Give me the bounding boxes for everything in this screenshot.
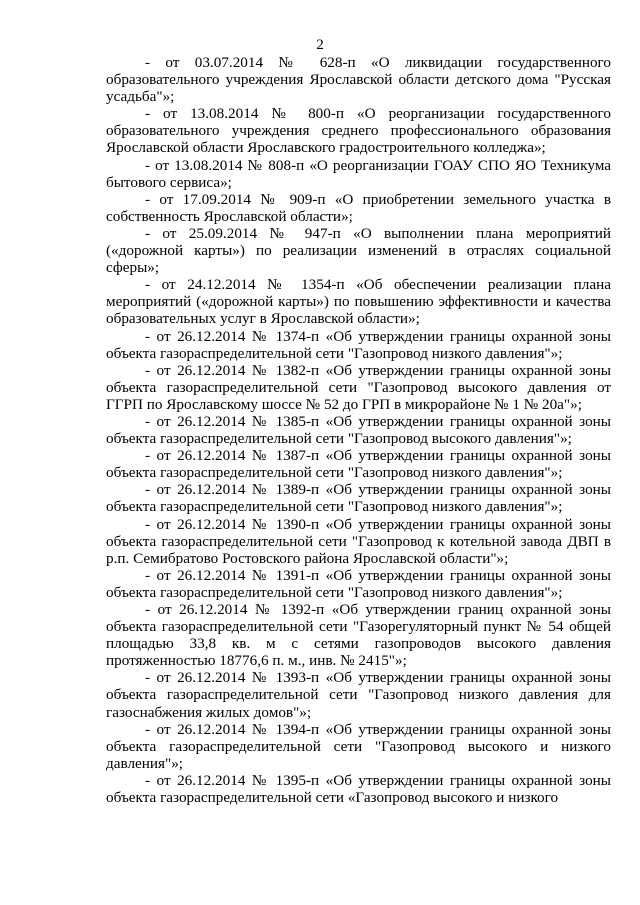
list-item-800: - от 13.08.2014 № 800-п «О реорганизации государственного образовательного учреждения среднего профессионального образования Ярославской области Ярославского градостроительного колледжа»; [106,105,611,157]
list-item-947: - от 25.09.2014 № 947-п «О выполнении плана мероприятий («дорожной карты») по реализации изменений в отраслях социальной сферы»; [106,224,611,277]
list-item-909: - от 17.09.2014 № 909-п «О приобретении земельного участка в собственность Ярославской области»; [106,190,611,225]
list-item-808: - от 13.08.2014 № 808-п «О реорганизации ГОАУ СПО ЯО Техникума бытового сервиса»; [106,156,611,191]
resolution-list [106,54,611,806]
list-item-1387: - от 26.12.2014 № 1387-п «Об утверждении границы охранной зоны объекта газораспределительной сети "Газопровод низкого давления"»; [106,447,611,482]
list-item-1385: - от 26.12.2014 № 1385-п «Об утверждении границы охранной зоны объекта газораспределительной сети "Газопровод высокого давления"»; [106,412,611,448]
page-number: 2 [316,36,324,53]
list-item-1389: - от 26.12.2014 № 1389-п «Об утверждении границы охранной зоны объекта газораспределительной сети "Газопровод низкого давления"»; [106,481,611,516]
list-item-1395: - от 26.12.2014 № 1395-п «Об утверждении границы охранной зоны объекта газораспределительной сети «Газопровод высокого и низкого [106,771,611,807]
list-item-1354: - от 24.12.2014 № 1354-п «Об обеспечении реализации плана мероприятий («дорожной карты») по повышению эффективности и качества образовательных услуг в Ярославской области»; [106,276,611,328]
list-item-1374: - от 26.12.2014 № 1374-п «Об утверждении границы охранной зоны объекта газораспределительной сети "Газопровод низкого давления"»; [106,327,611,362]
list-item-1393: - от 26.12.2014 № 1393-п «Об утверждении границы охранной зоны объекта газораспределительной сети "Газопровод низкого давления для газоснабжения жилых домов"»; [106,669,611,721]
list-item-1390: - от 26.12.2014 № 1390-п «Об утверждении границы охранной зоны объекта газораспределительной сети "Газопровод к котельной завода ДВП в р.п. Семибратово Ростовского района Ярославской области"»; [106,515,611,567]
list-item-628: - от 03.07.2014 № 628-п «О ликвидации государственного образовательного учреждения Ярославской области детского дома "Русская усадьба"»; [106,54,611,106]
list-item-1392: - от 26.12.2014 № 1392-п «Об утверждении границ охранной зоны объекта газораспределительной сети "Газорегуляторный пункт № 54 общей площадью 33,8 кв. м с сетями газопроводов высокого давления протяженностью 18776,6 п. м., инв. № 2415"»; [106,601,611,670]
list-item-1394: - от 26.12.2014 № 1394-п «Об утверждении границы охранной зоны объекта газораспределительной сети "Газопровод высокого и низкого давления"»; [106,720,611,772]
list-item-1382: - от 26.12.2014 № 1382-п «Об утверждении границы охранной зоны объекта газораспределительной сети "Газопровод высокого давления от ГГРП по Ярославскому шоссе № 52 до ГРП в микрорайоне № 1 № 20а"»; [106,361,611,413]
list-item-1391: - от 26.12.2014 № 1391-п «Об утверждении границы охранной зоны объекта газораспределительной сети "Газопровод низкого давления"»; [106,566,611,601]
